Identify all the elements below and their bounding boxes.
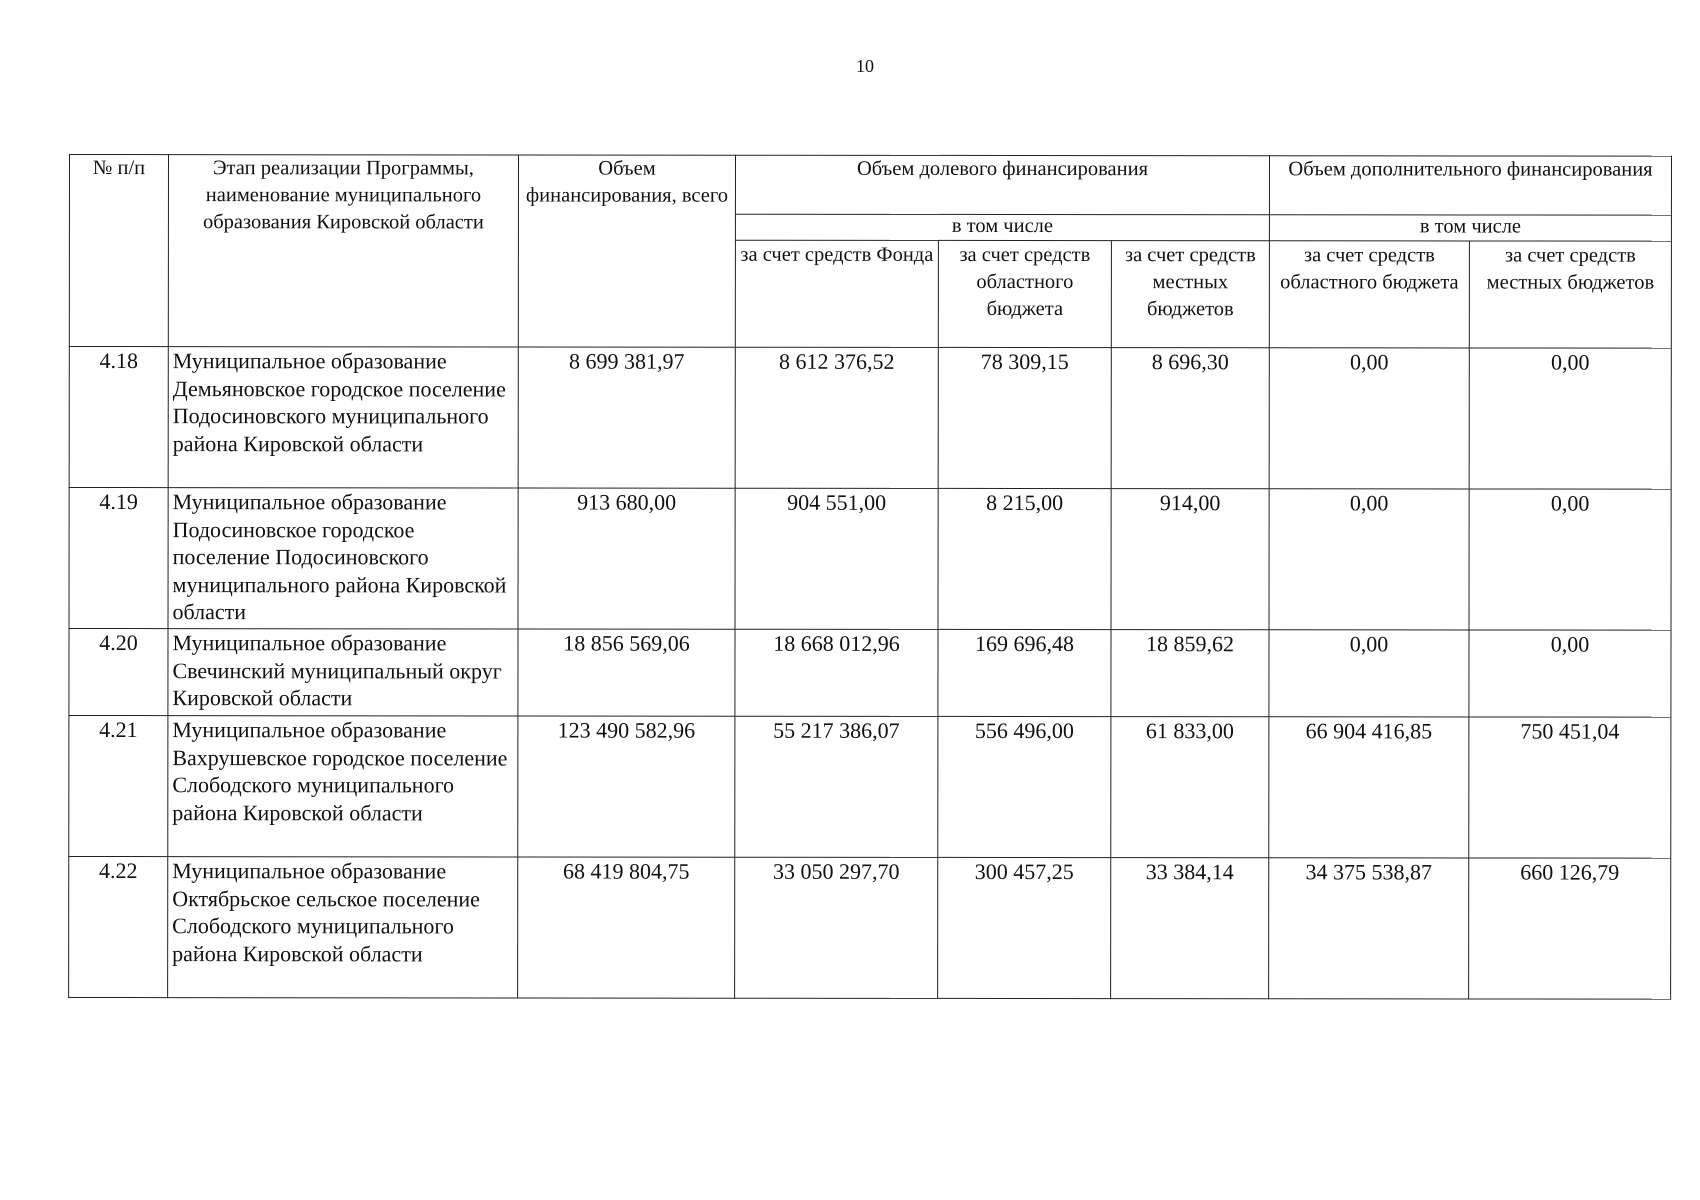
regional-amount: 300 457,25 — [938, 857, 1111, 998]
additional-regional-amount: 0,00 — [1269, 630, 1469, 717]
municipality-name: Муниципальное образование Демьяновское городское поселение Подосиновского муниципального района Кировской области — [168, 347, 518, 488]
municipality-name: Муниципальное образование Свечинский муниципальный округ Кировской области — [168, 629, 518, 716]
row-number: 4.19 — [69, 488, 168, 629]
regional-amount: 78 309,15 — [938, 347, 1111, 488]
additional-regional-amount: 0,00 — [1269, 489, 1469, 630]
header-shared-regional: за счет средств областного бюджета — [938, 240, 1111, 347]
municipality-name: Муниципальное образование Вахрушевское городское поселение Слободского муниципального района Кировской области — [168, 716, 518, 857]
page-number: 10 — [856, 56, 874, 76]
additional-local-amount: 0,00 — [1469, 489, 1671, 630]
table-row — [69, 488, 1671, 631]
row-number: 4.21 — [69, 716, 168, 857]
local-amount: 33 384,14 — [1111, 858, 1269, 999]
table-header — [69, 155, 1671, 349]
fund-amount: 904 551,00 — [735, 488, 938, 629]
header-shared-local: за счет средств местных бюджетов — [1111, 241, 1269, 348]
total-amount: 913 680,00 — [518, 488, 735, 629]
additional-regional-amount: 66 904 416,85 — [1269, 717, 1469, 858]
row-number: 4.22 — [69, 857, 168, 998]
municipality-name: Муниципальное образование Октябрьское сельское поселение Слободского муниципального района Кировской области — [168, 857, 518, 998]
table-row — [69, 347, 1671, 490]
header-additional-including: в том числе — [1269, 215, 1671, 241]
additional-local-amount: 0,00 — [1469, 348, 1671, 489]
row-number: 4.18 — [69, 347, 168, 488]
additional-regional-amount: 34 375 538,87 — [1269, 858, 1469, 999]
header-additional-local: за счет средств местных бюджетов — [1469, 241, 1671, 348]
fund-amount: 55 217 386,07 — [735, 716, 938, 857]
regional-amount: 8 215,00 — [938, 488, 1111, 629]
financing-table — [68, 154, 1672, 1000]
fund-amount: 8 612 376,52 — [735, 347, 938, 488]
total-amount: 18 856 569,06 — [518, 629, 735, 716]
local-amount: 18 859,62 — [1111, 630, 1269, 717]
local-amount: 8 696,30 — [1111, 348, 1269, 489]
additional-local-amount: 660 126,79 — [1469, 858, 1671, 999]
table-row — [69, 716, 1671, 859]
fund-amount: 33 050 297,70 — [735, 857, 938, 998]
regional-amount: 556 496,00 — [938, 716, 1111, 857]
header-stage: Этап реализации Программы, наименование муниципального образования Кировской области — [168, 155, 518, 347]
header-additional-financing: Объем дополнительного финансирования — [1269, 156, 1671, 215]
additional-regional-amount: 0,00 — [1269, 348, 1469, 489]
table-row — [69, 857, 1671, 1000]
header-shared-including: в том числе — [735, 214, 1269, 241]
local-amount: 914,00 — [1111, 489, 1269, 630]
total-amount: 123 490 582,96 — [518, 716, 735, 857]
additional-local-amount: 0,00 — [1469, 630, 1671, 717]
total-amount: 8 699 381,97 — [518, 347, 735, 488]
fund-amount: 18 668 012,96 — [735, 629, 938, 716]
municipality-name: Муниципальное образование Подосиновское городское поселение Подосиновского муниципального района Кировской области — [168, 488, 518, 629]
header-total: Объем финансирования, всего — [518, 155, 735, 347]
additional-local-amount: 750 451,04 — [1469, 717, 1671, 858]
header-shared-fund: за счет средств Фонда — [735, 240, 938, 347]
table-row — [69, 629, 1671, 718]
table-body — [69, 347, 1672, 1000]
regional-amount: 169 696,48 — [938, 629, 1111, 716]
header-additional-regional: за счет средств областного бюджета — [1269, 241, 1469, 348]
local-amount: 61 833,00 — [1111, 717, 1269, 858]
header-shared-financing: Объем долевого финансирования — [735, 155, 1269, 215]
header-num: № п/п — [69, 155, 168, 347]
row-number: 4.20 — [69, 629, 168, 716]
total-amount: 68 419 804,75 — [518, 857, 735, 998]
